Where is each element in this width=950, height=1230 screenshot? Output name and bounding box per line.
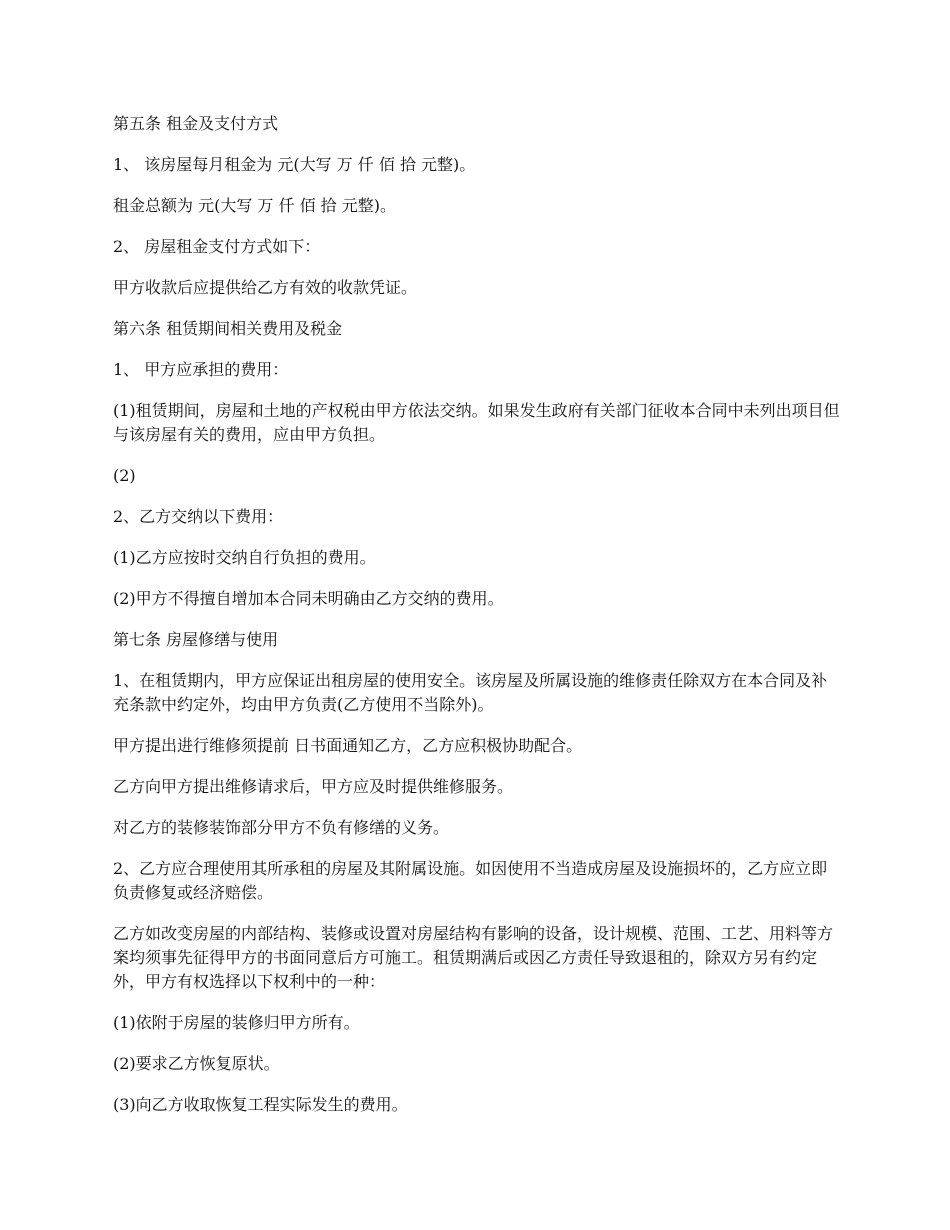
party-b-fees-item-1: (1)乙方应按时交纳自行负担的费用。	[113, 548, 376, 567]
party-a-fees-heading: 1、 甲方应承担的费用：	[113, 360, 289, 379]
party-a-fees-item-2: (2)	[113, 466, 136, 485]
article-5-heading: 第五条 租金及支付方式	[113, 114, 279, 133]
document-body	[113, 112, 843, 1134]
article-6-heading: 第六条 租赁期间相关费用及税金	[113, 319, 343, 338]
option-item-2: (2)要求乙方恢复原状。	[113, 1054, 280, 1073]
structure-change-clause: 乙方如改变房屋的内部结构、装修或设置对房屋结构有影响的设备，设计规模、范围、工艺、用料等方案均须事先征得甲方的书面同意后方可施工。租赁期满后或因乙方责任导致退租的，除双方另有约定外，甲方有权选择以下权利中的一种：	[113, 924, 834, 991]
payment-method-clause: 2、 房屋租金支付方式如下：	[113, 237, 321, 256]
repair-responsibility-clause: 1、在租赁期内，甲方应保证出租房屋的使用安全。该房屋及所属设施的维修责任除双方在本合同及补充条款中约定外，均由甲方负责(乙方使用不当除外)。	[113, 671, 828, 714]
option-item-3: (3)向乙方收取恢复工程实际发生的费用。	[113, 1095, 408, 1114]
repair-request-clause: 乙方向甲方提出维修请求后，甲方应及时提供维修服务。	[113, 777, 514, 796]
option-item-1: (1)依附于房屋的装修归甲方所有。	[113, 1013, 360, 1032]
party-a-fees-item-1: (1)租赁期间，房屋和土地的产权税由甲方依法交纳。如果发生政府有关部门征收本合同中未列出项目但与该房屋有关的费用，应由甲方负担。	[113, 401, 840, 444]
party-b-fees-item-2: (2)甲方不得擅自增加本合同未明确由乙方交纳的费用。	[113, 589, 504, 608]
repair-notice-clause: 甲方提出进行维修须提前 日书面通知乙方，乙方应积极协助配合。	[113, 736, 583, 755]
total-rent-clause: 租金总额为 元(大写 万 仟 佰 拾 元整)。	[113, 196, 397, 215]
receipt-clause: 甲方收款后应提供给乙方有效的收款凭证。	[113, 278, 418, 297]
article-7-heading: 第七条 房屋修缮与使用	[113, 630, 279, 649]
decoration-clause: 对乙方的装修装饰部分甲方不负有修缮的义务。	[113, 818, 450, 837]
monthly-rent-clause: 1、 该房屋每月租金为 元(大写 万 仟 佰 拾 元整)。	[113, 155, 476, 174]
party-b-fees-heading: 2、乙方交纳以下费用：	[113, 507, 284, 526]
proper-use-clause: 2、乙方应合理使用其所承租的房屋及其附属设施。如因使用不当造成房屋及设施损坏的，乙方应立即负责修复或经济赔偿。	[113, 859, 828, 902]
